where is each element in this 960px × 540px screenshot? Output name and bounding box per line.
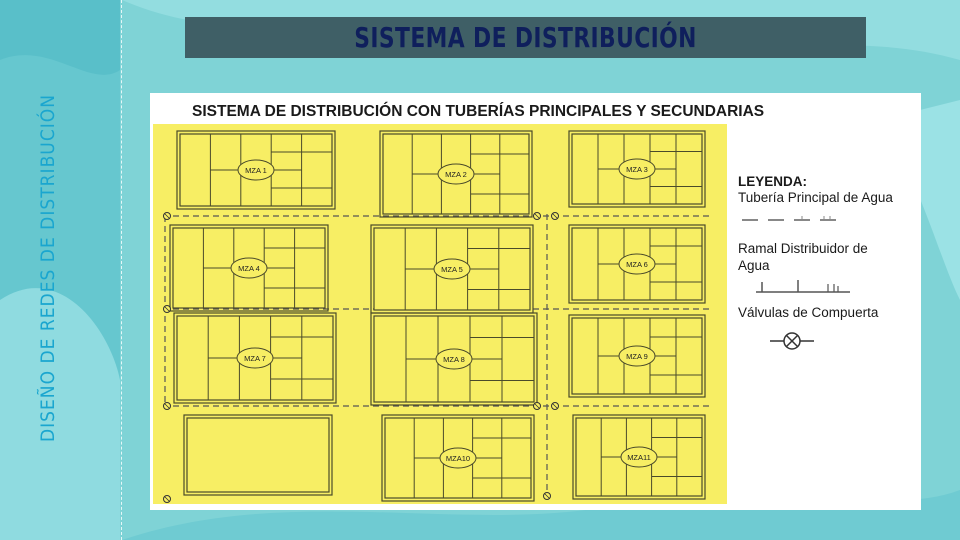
block	[187, 418, 329, 492]
block-label: MZA 9	[626, 352, 648, 361]
vertical-divider	[121, 0, 122, 540]
legend-valve-label: Válvulas de Compuerta	[738, 305, 879, 320]
legend-main-pipe-label: Tubería Principal de Agua	[738, 190, 893, 205]
map-drawing	[153, 124, 727, 504]
legend-branch-label-1: Ramal Distribuidor de	[738, 241, 868, 256]
figure-panel	[150, 93, 921, 510]
distribution-map	[153, 124, 727, 504]
block-label: MZA11	[627, 453, 651, 462]
block-label: MZA 5	[441, 265, 463, 274]
figure-title: SISTEMA DE DISTRIBUCIÓN CON TUBERÍAS PRINCIPALES Y SECUNDARIAS	[192, 103, 765, 120]
block-label: MZA 7	[244, 354, 266, 363]
legend-main-pipe-symbol	[738, 206, 918, 230]
title-bar	[185, 17, 866, 58]
legend	[738, 174, 918, 361]
page-title: SISTEMA DE DISTRIBUCIÓN	[354, 21, 697, 54]
legend-branch-symbol	[738, 274, 918, 304]
block-label: MZA 1	[245, 166, 267, 175]
side-title-text: DISEÑO DE REDES DE DISTRIBUCIÓN	[37, 93, 59, 443]
block-label: MZA 8	[443, 355, 465, 364]
side-title	[26, 92, 70, 444]
legend-valve-symbol	[738, 321, 918, 361]
block-label: MZA 3	[626, 165, 648, 174]
block-label: MZA10	[445, 454, 471, 463]
legend-branch-label-2: Agua	[738, 258, 770, 273]
block-label: MZA 4	[238, 264, 260, 273]
legend-title: LEYENDA:	[738, 174, 808, 189]
block-label: MZA 2	[445, 170, 467, 179]
block-label: MZA 6	[626, 260, 648, 269]
